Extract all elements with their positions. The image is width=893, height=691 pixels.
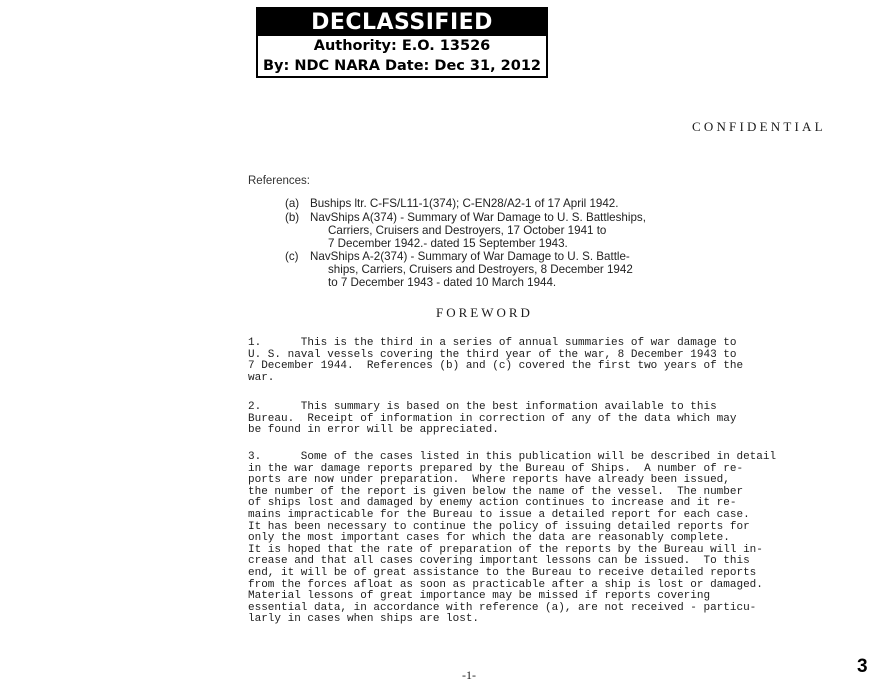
paragraph-line: mains impracticable for the Bureau to issue a detailed report for each case. [248, 508, 750, 521]
declassified-stamp [256, 7, 548, 78]
paragraph-line: be found in error will be appreciated. [248, 424, 499, 437]
paragraph-line: It is hoped that the rate of preparation of the reports by the Bureau will in- [248, 543, 763, 556]
reference-a-label: (a) [285, 197, 300, 210]
stamp-by-date: By: NDC NARA Date: Dec 31, 2012 [262, 58, 542, 74]
stamp-authority: Authority: E.O. 13526 [313, 38, 491, 54]
reference-b-line-1: NavShips A(374) - Summary of War Damage to U. S. Battleships, [310, 211, 646, 224]
references-heading: References: [248, 175, 311, 187]
reference-b-line-2: Carriers, Cruisers and Destroyers, 17 October 1941 to [328, 224, 607, 237]
classification-marking: CONFIDENTIAL [692, 119, 826, 134]
paragraph-line: Material lessons of great importance may be missed if reports covering [248, 590, 711, 603]
reference-b-line-3: 7 December 1942.- dated 15 September 1943. [328, 237, 568, 250]
paragraph-line: ports are now under preparation. Where reports have already been issued, [248, 474, 730, 487]
foreword-heading: FOREWORD [436, 305, 533, 320]
reference-c-line-3: to 7 December 1943 - dated 10 March 1944. [328, 276, 557, 289]
reference-a-line-1: Buships ltr. C-FS/L11-1(374); C-EN28/A2-1 of 17 April 1942. [310, 197, 619, 210]
paragraph-line: It has been necessary to continue the policy of issuing detailed reports for [248, 520, 750, 533]
reference-c-line-2: ships, Carriers, Cruisers and Destroyers, 8 December 1942 [328, 263, 633, 276]
paragraph-line: in the war damage reports prepared by the Bureau of Ships. A number of re- [248, 462, 744, 475]
paragraph-line: 3. Some of the cases listed in this publication will be described in detail [248, 451, 777, 463]
paragraph-line: essential data, in accordance with reference (a), are not received - particu- [248, 601, 757, 614]
paragraph-line: end, it will be of great assistance to the Bureau to receive detailed reports [248, 566, 757, 579]
reference-b-label: (b) [285, 211, 300, 224]
paragraph-line: the number of the report is given below the name of the vessel. The number [248, 485, 744, 498]
reference-c-line-1: NavShips A-2(374) - Summary of War Damage to U. S. Battle- [310, 250, 630, 263]
paragraph-line: U. S. naval vessels covering the third year of the war, 8 December 1943 to [248, 348, 737, 361]
paragraph-line: 7 December 1944. References (b) and (c) covered the first two years of the [248, 360, 744, 373]
sheet-number: 3 [857, 656, 868, 677]
paragraph-line: Bureau. Receipt of information in correction of any of the data which may [248, 412, 737, 425]
paragraph-3 [248, 451, 777, 626]
paragraph-line: war. [248, 371, 275, 384]
paragraph-line: only the most important cases for which the data are reasonably complete. [248, 532, 730, 545]
paragraph-line: larly in cases when ships are lost. [248, 613, 480, 626]
paragraph-1 [248, 337, 744, 384]
paragraph-2 [248, 401, 737, 437]
paragraph-line: 1. This is the third in a series of annual summaries of war damage to [248, 337, 737, 349]
stamp-title: DECLASSIFIED [258, 9, 546, 36]
page-number: -1- [462, 668, 476, 682]
paragraph-line: of ships lost and damaged by enemy action continues to increase and it re- [248, 497, 737, 510]
reference-c-label: (c) [285, 250, 299, 263]
paragraph-line: from the forces afloat as soon as practicable after a ship is lost or damaged. [248, 578, 763, 591]
paragraph-line: 2. This summary is based on the best information available to this [248, 401, 717, 413]
paragraph-line: crease and that all cases covering important lessons can be issued. To this [248, 555, 750, 568]
